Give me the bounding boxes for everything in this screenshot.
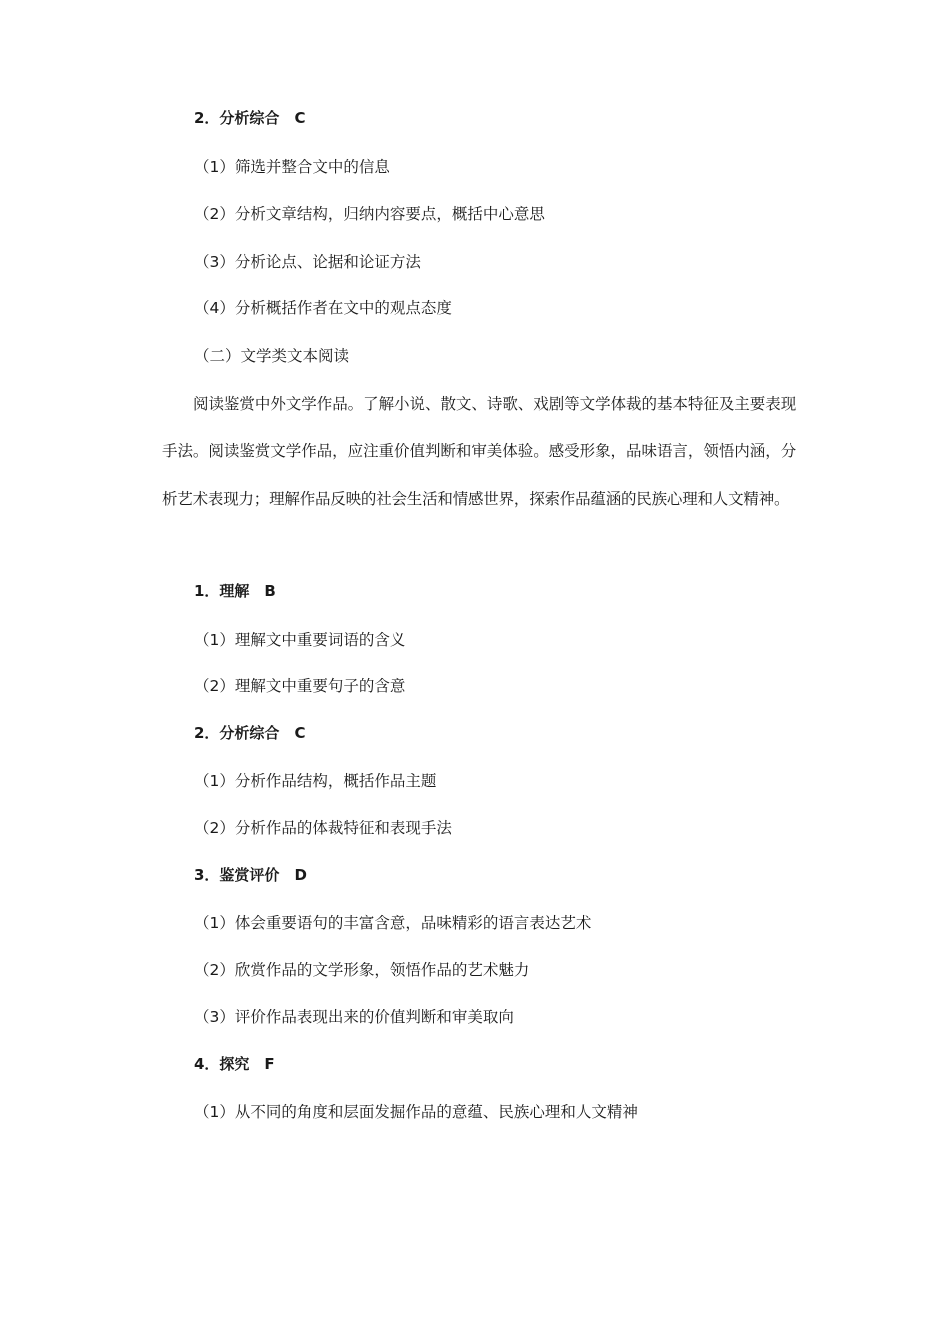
- list-item: （2）分析作品的体裁特征和表现手法: [194, 819, 452, 837]
- section-heading: 2．分析综合 C: [194, 109, 306, 127]
- section-heading: 3．鉴赏评价 D: [194, 866, 307, 884]
- list-item: （2）分析文章结构，归纳内容要点，概括中心意思: [194, 205, 545, 223]
- section-heading: 2．分析综合 C: [194, 724, 306, 742]
- list-item: （1）分析作品结构，概括作品主题: [194, 772, 437, 790]
- body-paragraph: 阅读鉴赏中外文学作品。了解小说、散文、诗歌、戏剧等文学体裁的基本特征及主要表现手法。阅读鉴赏文学作品，应注重价值判断和审美体验。感受形象，品味语言，领悟内涵，分析艺术表现力；理解作品反映的社会生活和情感世界，探索作品蕴涵的民族心理和人文精神。: [162, 395, 796, 508]
- section-heading: 1．理解 B: [194, 582, 276, 600]
- list-item: （1）体会重要语句的丰富含意，品味精彩的语言表达艺术: [194, 914, 592, 932]
- list-item: （2）理解文中重要句子的含意: [194, 677, 406, 695]
- section-heading: 4．探究 F: [194, 1055, 275, 1073]
- list-item: （1）理解文中重要词语的含义: [194, 631, 406, 649]
- list-item: （2）欣赏作品的文学形象，领悟作品的艺术魅力: [194, 961, 530, 979]
- list-item: （1）从不同的角度和层面发掘作品的意蕴、民族心理和人文精神: [194, 1103, 638, 1121]
- list-item: （4）分析概括作者在文中的观点态度: [194, 299, 452, 317]
- list-item: （3）评价作品表现出来的价值判断和审美取向: [194, 1008, 514, 1026]
- list-item: （1）筛选并整合文中的信息: [194, 158, 390, 176]
- list-item: （3）分析论点、论据和论证方法: [194, 253, 421, 271]
- section-title: （二）文学类文本阅读: [194, 347, 350, 365]
